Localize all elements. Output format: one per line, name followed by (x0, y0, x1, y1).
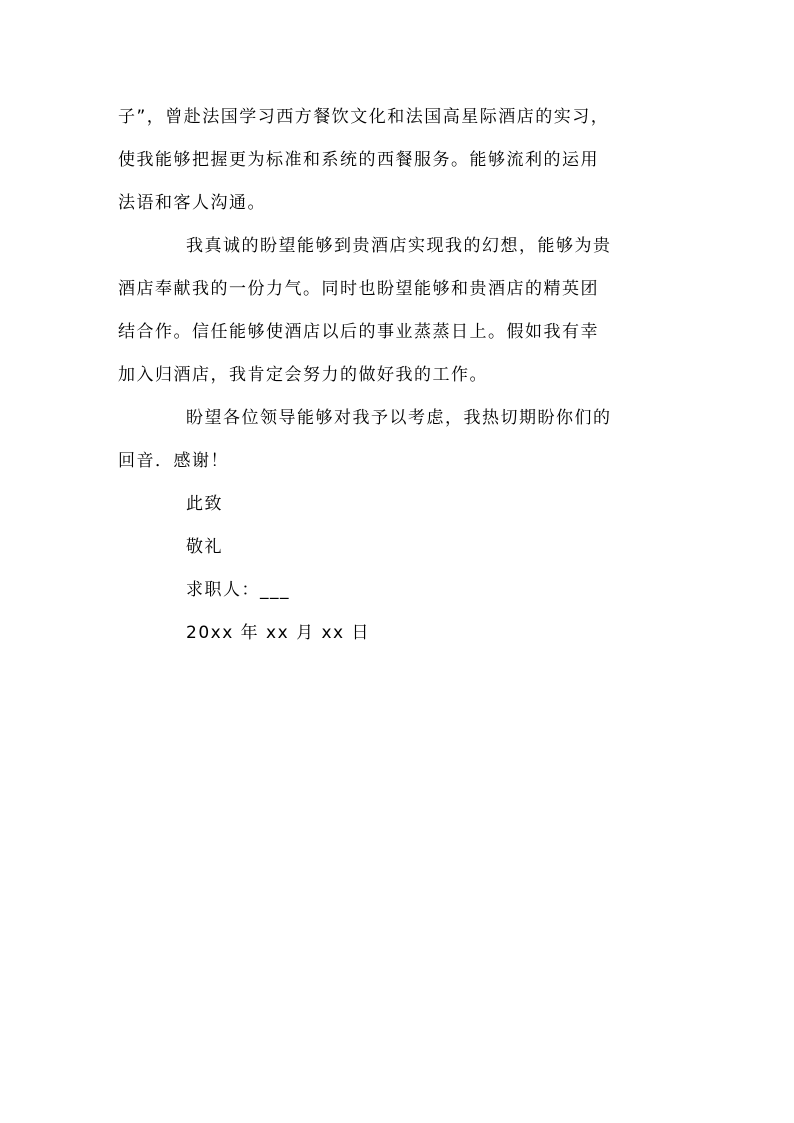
signer-line: 求职人：___ (186, 580, 290, 600)
paragraph-2-line-4: 加入归酒店，我肯定会努力的做好我的工作。 (118, 365, 488, 385)
paragraph-2-line-3: 结合作。信任能够使酒店以后的事业蒸蒸日上。假如我有幸 (118, 322, 599, 342)
paragraph-3-line-2: 回音．感谢！ (118, 451, 229, 471)
paragraph-1-line-2: 使我能够把握更为标准和系统的西餐服务。能够流利的运用 (118, 150, 599, 170)
paragraph-1-line-3: 法语和客人沟通。 (118, 193, 266, 213)
paragraph-1-line-1: 子”，曾赴法国学习西方餐饮文化和法国高星际酒店的实习， (118, 107, 610, 127)
paragraph-3-line-1: 盼望各位领导能够对我予以考虑，我热切期盼你们的 (186, 408, 612, 428)
paragraph-2-line-2: 酒店奉献我的一份力气。同时也盼望能够和贵酒店的精英团 (118, 279, 599, 299)
date-line: 20xx 年 xx 月 xx 日 (186, 623, 371, 643)
closing-salutation: 此致 (186, 494, 223, 514)
closing-regards: 敬礼 (186, 537, 223, 557)
paragraph-2-line-1: 我真诚的盼望能够到贵酒店实现我的幻想，能够为贵 (186, 236, 612, 256)
